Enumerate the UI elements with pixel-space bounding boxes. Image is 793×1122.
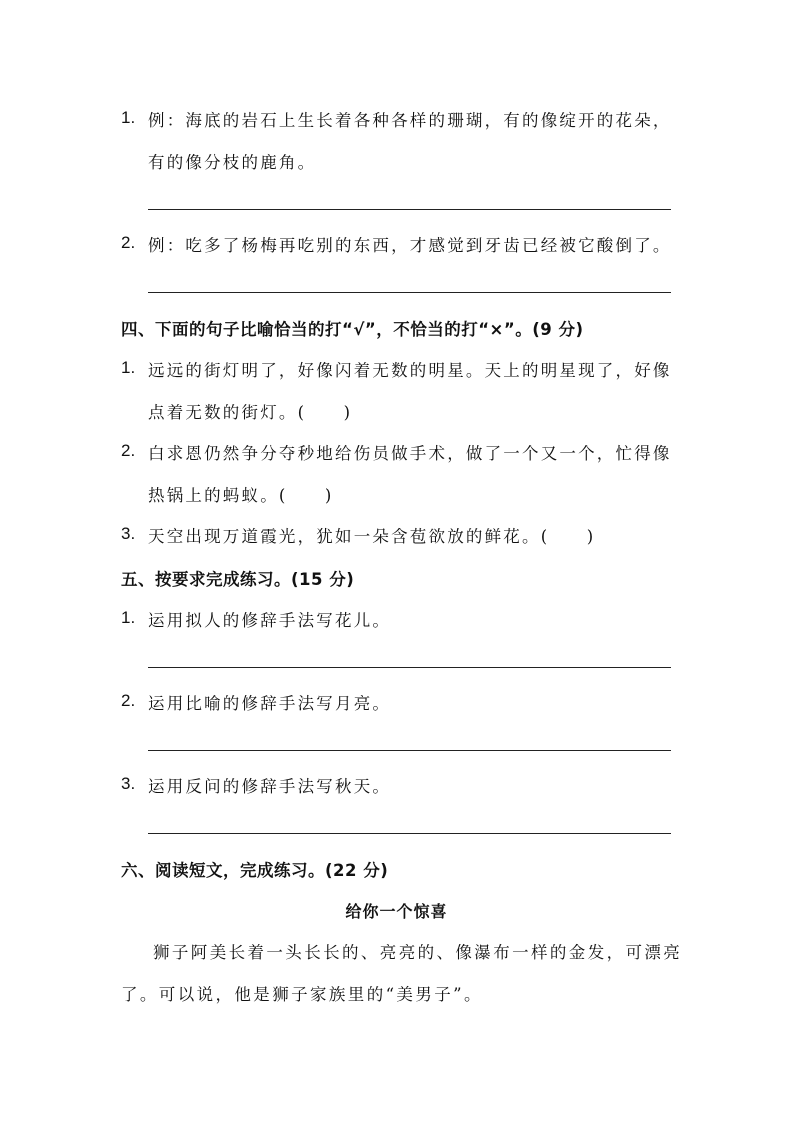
item-number: 2. <box>121 691 136 710</box>
story-paragraph: 狮子阿美长着一头长长的、亮亮的、像瀑布一样的金发，可漂亮 <box>153 943 683 962</box>
story-title: 给你一个惊喜 <box>345 902 448 921</box>
question-sentence[interactable]: 天空出现万道霞光，犹如一朵含苞欲放的鲜花。( ) <box>148 527 596 546</box>
answer-line[interactable] <box>148 667 671 668</box>
answer-line[interactable] <box>148 292 671 293</box>
task-prompt: 运用拟人的修辞手法写花儿。 <box>148 611 392 630</box>
section-heading: 六、阅读短文，完成练习。(22 分) <box>121 861 389 880</box>
example-sentence: 例：吃多了杨梅再吃别的东西，才感觉到牙齿已经被它酸倒了。 <box>148 236 672 255</box>
example-sentence: 例：海底的岩石上生长着各种各样的珊瑚，有的像绽开的花朵， <box>148 111 672 130</box>
question-sentence-cont[interactable]: 点着无数的街灯。( ) <box>148 403 353 422</box>
task-prompt: 运用比喻的修辞手法写月亮。 <box>148 694 392 713</box>
item-number: 2. <box>121 441 136 460</box>
section-heading: 四、下面的句子比喻恰当的打“√”，不恰当的打“×”。(9 分) <box>121 320 584 339</box>
item-number: 3. <box>121 774 136 793</box>
question-sentence: 远远的街灯明了，好像闪着无数的明星。天上的明星现了，好像 <box>148 361 672 380</box>
example-sentence-cont: 有的像分枝的鹿角。 <box>148 153 317 172</box>
item-number: 3. <box>121 524 136 543</box>
answer-line[interactable] <box>148 833 671 834</box>
story-paragraph-cont: 了。可以说，他是狮子家族里的“美男子”。 <box>121 985 483 1004</box>
item-number: 1. <box>121 108 136 127</box>
item-number: 2. <box>121 233 136 252</box>
section-heading: 五、按要求完成练习。(15 分) <box>121 570 355 589</box>
task-prompt: 运用反问的修辞手法写秋天。 <box>148 777 392 796</box>
item-number: 1. <box>121 608 136 627</box>
answer-line[interactable] <box>148 750 671 751</box>
answer-line[interactable] <box>148 209 671 210</box>
item-number: 1. <box>121 358 136 377</box>
question-sentence-cont[interactable]: 热锅上的蚂蚁。( ) <box>148 486 334 505</box>
question-sentence: 白求恩仍然争分夺秒地给伤员做手术，做了一个又一个，忙得像 <box>148 444 672 463</box>
